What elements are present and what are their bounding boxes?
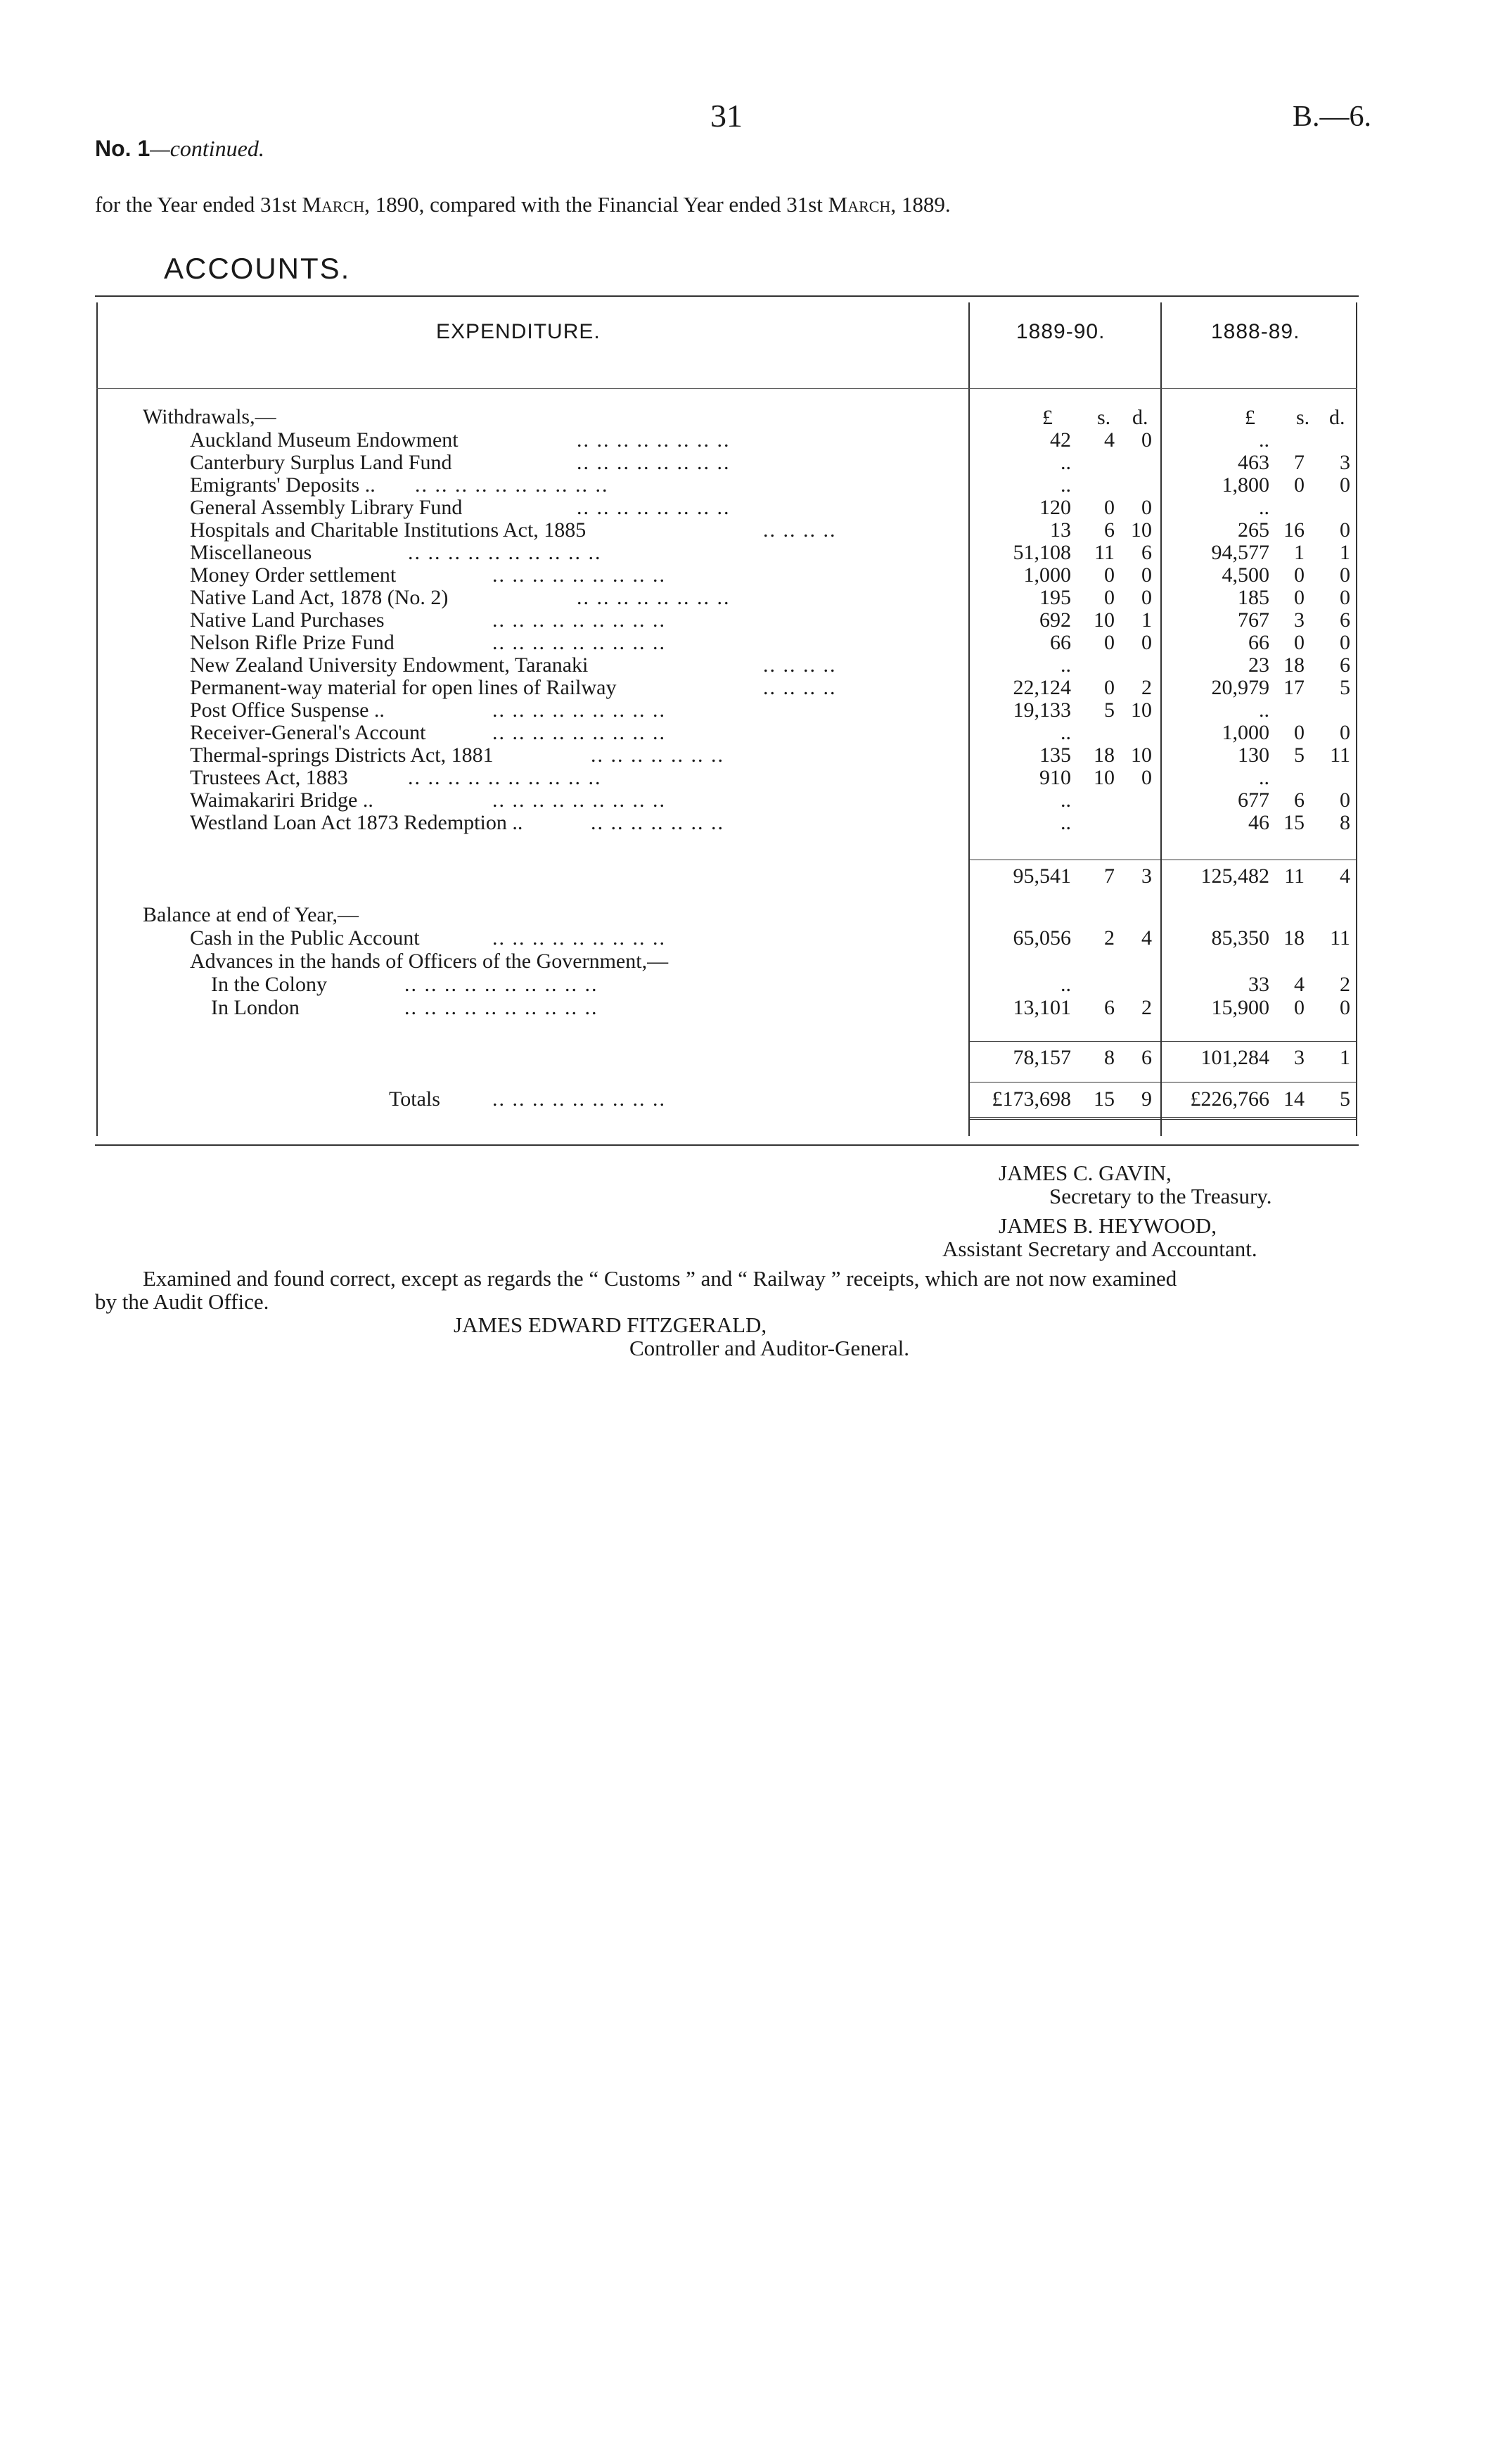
table-row-label: Waimakariri Bridge .. bbox=[190, 788, 373, 812]
column-heading-1889-90: 1889-90. bbox=[1016, 320, 1106, 343]
table-row-label: Trustees Act, 1883 bbox=[190, 766, 348, 789]
amount-pence-1889 bbox=[1118, 812, 1152, 834]
table-row bbox=[0, 744, 968, 767]
amount-shillings-1889: 5 bbox=[1104, 698, 1115, 722]
amount-pounds-1889: .. bbox=[1061, 973, 1071, 996]
amount-pence-1888: 11 bbox=[1330, 743, 1350, 767]
table-row-leader: .. .. .. .. .. .. .. bbox=[591, 743, 724, 767]
amount-pence-1888: 1 bbox=[1340, 541, 1350, 564]
withdrawals-heading: Withdrawals,— bbox=[143, 405, 276, 428]
table-row-leader: .. .. .. .. .. .. .. .. bbox=[577, 428, 731, 452]
amount-shillings-1889: 2 bbox=[1104, 926, 1115, 950]
amount-pence-1888: 5 bbox=[1340, 1087, 1350, 1111]
amount-pence-1889: 0 bbox=[1141, 631, 1152, 654]
amount-shillings-1889: 0 bbox=[1104, 631, 1115, 654]
subtitle-month-1: March bbox=[302, 192, 365, 217]
amount-shillings-1888: 3 bbox=[1294, 608, 1305, 632]
amount-pounds-1888: .. bbox=[1259, 698, 1269, 722]
amount-pence-1888: 0 bbox=[1340, 473, 1350, 497]
amount-pence-1889 bbox=[1118, 973, 1152, 996]
table-row-label: Auckland Museum Endowment bbox=[190, 428, 459, 452]
amount-pounds-1888: 265 bbox=[1238, 518, 1269, 542]
table-row-label: Miscellaneous bbox=[190, 541, 312, 564]
amount-pence-1889: 3 bbox=[1141, 864, 1152, 888]
amount-pounds-1889: 13,101 bbox=[1013, 996, 1071, 1019]
column-divider-1 bbox=[968, 302, 970, 1136]
amount-pounds-1889: 51,108 bbox=[1013, 541, 1071, 564]
table-row bbox=[0, 812, 968, 834]
gavin-name: JAMES C. GAVIN, bbox=[999, 1161, 1172, 1185]
colony-row-leader: .. .. .. .. .. .. .. .. .. .. bbox=[404, 973, 598, 996]
amount-pounds-1888: 1,000 bbox=[1222, 721, 1269, 744]
london-row-leader: .. .. .. .. .. .. .. .. .. .. bbox=[404, 996, 598, 1019]
table-row-label: Hospitals and Charitable Institutions Act, 1885 bbox=[190, 518, 587, 542]
amount-pounds-1889: 65,056 bbox=[1013, 926, 1071, 950]
amount-shillings-1888: 0 bbox=[1294, 631, 1305, 654]
table-row-leader: .. .. .. .. .. .. .. .. bbox=[577, 586, 731, 609]
amount-pence-1889: 0 bbox=[1141, 586, 1152, 609]
column-divider-2 bbox=[1160, 302, 1162, 1136]
amount-pence-1889: 9 bbox=[1141, 1087, 1152, 1111]
table-row bbox=[0, 789, 968, 812]
amount-shillings-1889: 15 bbox=[1094, 1087, 1115, 1111]
amount-pounds-1888: 46 bbox=[1248, 811, 1269, 834]
amount-pounds-1888: 94,577 bbox=[1211, 541, 1269, 564]
unit-pence-2: d. bbox=[1329, 406, 1345, 429]
amount-pence-1889 bbox=[1118, 474, 1152, 497]
table-row-leader: .. .. .. .. .. .. .. bbox=[591, 811, 724, 834]
table-row-leader: .. .. .. .. .. .. .. .. .. .. bbox=[408, 541, 602, 564]
amount-shillings-1888 bbox=[1273, 497, 1305, 519]
advances-heading-label: Advances in the hands of Officers of the Government,— bbox=[190, 950, 669, 973]
amount-pounds-1889: .. bbox=[1061, 788, 1071, 812]
amount-shillings-1888: 0 bbox=[1294, 996, 1305, 1019]
amount-pounds-1888: 66 bbox=[1248, 631, 1269, 654]
gavin-title: Secretary to the Treasury. bbox=[1049, 1184, 1272, 1208]
amount-pence-1889: 6 bbox=[1141, 541, 1152, 564]
accounts-title: ACCOUNTS. bbox=[164, 252, 351, 285]
amount-shillings-1888: 0 bbox=[1294, 586, 1305, 609]
amount-shillings-1889 bbox=[1076, 973, 1115, 996]
amount-shillings-1888: 17 bbox=[1283, 676, 1305, 699]
amount-shillings-1889 bbox=[1076, 812, 1115, 834]
table-row-label: Native Land Act, 1878 (No. 2) bbox=[190, 586, 449, 609]
table-row-label: Permanent-way material for open lines of Railway bbox=[190, 676, 617, 699]
amount-pounds-1889: 692 bbox=[1039, 608, 1071, 632]
table-row-leader: .. .. .. .. .. .. .. .. .. .. bbox=[415, 473, 609, 497]
table-row bbox=[0, 677, 968, 699]
table-row-label: Westland Loan Act 1873 Redemption .. bbox=[190, 811, 523, 834]
amount-pence-1889: 2 bbox=[1141, 676, 1152, 699]
table-row-leader: .. .. .. .. .. .. .. .. bbox=[577, 496, 731, 519]
amount-pounds-1888: 85,350 bbox=[1211, 926, 1269, 950]
subtitle-end: , 1889. bbox=[890, 192, 951, 217]
table-row-label: Canterbury Surplus Land Fund bbox=[190, 451, 452, 474]
table-row-label: General Assembly Library Fund bbox=[190, 496, 463, 519]
amount-pence-1888: 2 bbox=[1340, 973, 1350, 996]
amount-pence-1888: 0 bbox=[1340, 631, 1350, 654]
unit-pounds-2: £ bbox=[1245, 406, 1255, 429]
amount-shillings-1889: 10 bbox=[1094, 608, 1115, 632]
table-row bbox=[0, 564, 968, 587]
table-row bbox=[0, 654, 968, 677]
amount-pence-1889: 10 bbox=[1131, 698, 1152, 722]
amount-shillings-1888: 15 bbox=[1283, 811, 1305, 834]
amount-shillings-1889: 0 bbox=[1104, 676, 1115, 699]
totals-rule-bottom bbox=[968, 1117, 1356, 1120]
amount-shillings-1888: 16 bbox=[1283, 518, 1305, 542]
amount-shillings-1889: 4 bbox=[1104, 428, 1115, 452]
continuation-label bbox=[95, 136, 264, 162]
table-row-label: Thermal-springs Districts Act, 1881 bbox=[190, 743, 494, 767]
amount-pence-1888: 6 bbox=[1340, 608, 1350, 632]
unit-shillings-2: s. bbox=[1296, 406, 1310, 429]
table-row-leader: .. .. .. .. bbox=[763, 676, 837, 699]
audit-statement-line2: by the Audit Office. bbox=[95, 1289, 269, 1314]
amount-pounds-1888: 463 bbox=[1238, 451, 1269, 474]
amount-shillings-1889: 0 bbox=[1104, 496, 1115, 519]
amount-pounds-1888: .. bbox=[1259, 766, 1269, 789]
amount-pounds-1888: 4,500 bbox=[1222, 563, 1269, 587]
audit-statement-line1: Examined and found correct, except as regards the “ Customs ” and “ Railway ” receipts, which are not now examined bbox=[143, 1266, 1177, 1291]
table-row-leader: .. .. .. .. .. .. .. .. .. bbox=[492, 721, 666, 744]
amount-pounds-1888: 130 bbox=[1238, 743, 1269, 767]
cash-row bbox=[0, 927, 968, 950]
amount-pence-1889: 2 bbox=[1141, 996, 1152, 1019]
table-row-leader: .. .. .. .. .. .. .. .. .. bbox=[492, 608, 666, 632]
table-row bbox=[0, 609, 968, 632]
table-row-leader: .. .. .. .. bbox=[763, 518, 837, 542]
expenditure-heading: EXPENDITURE. bbox=[436, 320, 601, 343]
amount-pounds-1889: 22,124 bbox=[1013, 676, 1071, 699]
unit-pence-1: d. bbox=[1132, 406, 1148, 429]
continued-text: —continued. bbox=[150, 136, 264, 161]
table-row bbox=[0, 542, 968, 564]
table-row bbox=[0, 699, 968, 722]
table-row-label: Nelson Rifle Prize Fund bbox=[190, 631, 395, 654]
amount-pence-1889 bbox=[1118, 654, 1152, 677]
amount-shillings-1889: 0 bbox=[1104, 586, 1115, 609]
amount-shillings-1889: 11 bbox=[1094, 541, 1115, 564]
table-row bbox=[0, 767, 968, 789]
amount-pounds-1888: 677 bbox=[1238, 788, 1269, 812]
amount-pence-1888 bbox=[1308, 429, 1350, 452]
table-row-leader: .. .. .. .. .. .. .. .. .. bbox=[492, 631, 666, 654]
amount-shillings-1889: 10 bbox=[1094, 766, 1115, 789]
amount-pounds-1889: 95,541 bbox=[1013, 864, 1071, 888]
amount-pence-1888 bbox=[1308, 699, 1350, 722]
amount-pence-1889: 10 bbox=[1131, 743, 1152, 767]
subtitle-prefix: for the Year ended 31st bbox=[95, 192, 302, 217]
amount-pence-1888: 0 bbox=[1340, 518, 1350, 542]
fitzgerald-title: Controller and Auditor-General. bbox=[629, 1336, 909, 1360]
amount-pounds-1888: £226,766 bbox=[1190, 1087, 1269, 1111]
table-row-leader: .. .. .. .. .. .. .. .. .. .. bbox=[408, 766, 602, 789]
amount-pounds-1889: 195 bbox=[1039, 586, 1071, 609]
amount-pounds-1889: .. bbox=[1061, 473, 1071, 497]
amount-pounds-1889: 13 bbox=[1050, 518, 1071, 542]
table-number: No. 1 bbox=[95, 136, 150, 161]
table-row bbox=[0, 632, 968, 654]
table-row-leader: .. .. .. .. bbox=[763, 653, 837, 677]
amount-pence-1889: 1 bbox=[1141, 608, 1152, 632]
fitzgerald-name: JAMES EDWARD FITZGERALD, bbox=[454, 1312, 767, 1337]
heywood-name: JAMES B. HEYWOOD, bbox=[999, 1213, 1217, 1238]
table-row-leader: .. .. .. .. .. .. .. .. .. bbox=[492, 698, 666, 722]
totals-row-label: Totals bbox=[389, 1087, 440, 1111]
totals-row-leader: .. .. .. .. .. .. .. .. .. bbox=[492, 1087, 666, 1111]
amount-shillings-1888: 0 bbox=[1294, 473, 1305, 497]
amount-shillings-1888 bbox=[1273, 429, 1305, 452]
amount-pounds-1889: 910 bbox=[1039, 766, 1071, 789]
amount-shillings-1889 bbox=[1076, 474, 1115, 497]
table-row bbox=[0, 722, 968, 744]
amount-pounds-1889: 1,000 bbox=[1023, 563, 1071, 587]
amount-shillings-1889: 7 bbox=[1104, 864, 1115, 888]
amount-pence-1888: 8 bbox=[1340, 811, 1350, 834]
table-right-border bbox=[1356, 302, 1357, 1136]
amount-pence-1888 bbox=[1308, 767, 1350, 789]
amount-pence-1888 bbox=[1308, 497, 1350, 519]
amount-shillings-1888: 6 bbox=[1294, 788, 1305, 812]
amount-pounds-1888: 767 bbox=[1238, 608, 1269, 632]
amount-shillings-1888: 3 bbox=[1294, 1046, 1305, 1069]
amount-pence-1888: 1 bbox=[1340, 1046, 1350, 1069]
amount-shillings-1889 bbox=[1076, 789, 1115, 812]
header-divider bbox=[96, 388, 1357, 389]
totals-row bbox=[0, 1088, 968, 1111]
amount-shillings-1889: 18 bbox=[1094, 743, 1115, 767]
amount-pounds-1888: 15,900 bbox=[1211, 996, 1269, 1019]
table-row-leader: .. .. .. .. .. .. .. .. bbox=[577, 451, 731, 474]
amount-shillings-1888 bbox=[1273, 699, 1305, 722]
column-heading-1888-89: 1888-89. bbox=[1211, 320, 1300, 343]
amount-shillings-1888: 5 bbox=[1294, 743, 1305, 767]
heywood-title: Assistant Secretary and Accountant. bbox=[942, 1237, 1257, 1261]
amount-pence-1889: 0 bbox=[1141, 563, 1152, 587]
table-row-label: Post Office Suspense .. bbox=[190, 698, 385, 722]
amount-pence-1888: 0 bbox=[1340, 586, 1350, 609]
table-row bbox=[0, 497, 968, 519]
amount-pence-1888: 11 bbox=[1330, 926, 1350, 950]
amount-pounds-1889: £173,698 bbox=[992, 1087, 1071, 1111]
table-row-label: Native Land Purchases bbox=[190, 608, 385, 632]
balance-heading bbox=[0, 904, 968, 926]
unit-pounds-1: £ bbox=[1042, 406, 1053, 429]
amount-pence-1889: 6 bbox=[1141, 1046, 1152, 1069]
balance-heading-label: Balance at end of Year,— bbox=[143, 903, 359, 926]
amount-pence-1888: 0 bbox=[1340, 788, 1350, 812]
amount-shillings-1888: 18 bbox=[1283, 926, 1305, 950]
amount-pounds-1889: 42 bbox=[1050, 428, 1071, 452]
amount-pence-1888: 5 bbox=[1340, 676, 1350, 699]
advances-heading bbox=[0, 950, 968, 973]
table-row bbox=[0, 519, 968, 542]
amount-pounds-1888: 125,482 bbox=[1200, 864, 1269, 888]
subtitle bbox=[95, 192, 951, 217]
amount-shillings-1889 bbox=[1076, 654, 1115, 677]
amount-pence-1889: 10 bbox=[1131, 518, 1152, 542]
amount-pounds-1889: .. bbox=[1061, 721, 1071, 744]
amount-pence-1888: 3 bbox=[1340, 451, 1350, 474]
colony-row-label: In the Colony bbox=[211, 973, 327, 996]
subtotal-rule-2 bbox=[968, 1041, 1356, 1042]
table-row bbox=[0, 474, 968, 497]
amount-pounds-1889: 78,157 bbox=[1013, 1046, 1071, 1069]
amount-pounds-1889: .. bbox=[1061, 811, 1071, 834]
amount-pence-1888: 0 bbox=[1340, 721, 1350, 744]
amount-shillings-1888: 0 bbox=[1294, 563, 1305, 587]
amount-pounds-1889: 135 bbox=[1039, 743, 1071, 767]
amount-shillings-1889 bbox=[1076, 452, 1115, 474]
subtitle-month-2: March bbox=[828, 192, 891, 217]
amount-pence-1889: 4 bbox=[1141, 926, 1152, 950]
amount-pence-1889: 0 bbox=[1141, 766, 1152, 789]
london-row bbox=[0, 997, 968, 1019]
amount-shillings-1889 bbox=[1076, 722, 1115, 744]
amount-shillings-1889: 6 bbox=[1104, 996, 1115, 1019]
amount-pence-1888: 6 bbox=[1340, 653, 1350, 677]
amount-pence-1889 bbox=[1118, 452, 1152, 474]
colony-row bbox=[0, 973, 968, 996]
unit-shillings-1: s. bbox=[1097, 406, 1111, 429]
amount-pounds-1888: .. bbox=[1259, 496, 1269, 519]
amount-pounds-1889: .. bbox=[1061, 451, 1071, 474]
amount-shillings-1888: 4 bbox=[1294, 973, 1305, 996]
subtitle-mid: , 1890, compared with the Financial Year ended 31st bbox=[364, 192, 828, 217]
amount-pence-1888: 4 bbox=[1340, 864, 1350, 888]
amount-shillings-1889: 8 bbox=[1104, 1046, 1115, 1069]
amount-shillings-1888: 18 bbox=[1283, 653, 1305, 677]
cash-row-label: Cash in the Public Account bbox=[190, 926, 420, 950]
amount-pounds-1889: 66 bbox=[1050, 631, 1071, 654]
table-row bbox=[0, 429, 968, 452]
table-row-leader: .. .. .. .. .. .. .. .. .. bbox=[492, 563, 666, 587]
amount-shillings-1889: 0 bbox=[1104, 563, 1115, 587]
amount-pence-1889: 0 bbox=[1141, 496, 1152, 519]
amount-shillings-1888: 11 bbox=[1284, 864, 1305, 888]
amount-pounds-1888: 185 bbox=[1238, 586, 1269, 609]
amount-pence-1889 bbox=[1118, 722, 1152, 744]
amount-shillings-1888: 14 bbox=[1283, 1087, 1305, 1111]
table-row bbox=[0, 587, 968, 609]
amount-pounds-1888: 33 bbox=[1248, 973, 1269, 996]
amount-shillings-1889: 6 bbox=[1104, 518, 1115, 542]
amount-pounds-1888: 1,800 bbox=[1222, 473, 1269, 497]
amount-shillings-1888: 1 bbox=[1294, 541, 1305, 564]
amount-pounds-1888: 20,979 bbox=[1211, 676, 1269, 699]
london-row-label: In London bbox=[211, 996, 300, 1019]
amount-pence-1888: 0 bbox=[1340, 996, 1350, 1019]
amount-pounds-1889: 120 bbox=[1039, 496, 1071, 519]
amount-pounds-1888: 23 bbox=[1248, 653, 1269, 677]
table-row bbox=[0, 452, 968, 474]
amount-shillings-1888 bbox=[1273, 767, 1305, 789]
table-row-label: Receiver-General's Account bbox=[190, 721, 426, 744]
amount-pounds-1888: 101,284 bbox=[1200, 1046, 1269, 1069]
amount-shillings-1888: 7 bbox=[1294, 451, 1305, 474]
table-row-label: Emigrants' Deposits .. bbox=[190, 473, 376, 497]
amount-pence-1889: 0 bbox=[1141, 428, 1152, 452]
amount-pence-1889 bbox=[1118, 789, 1152, 812]
amount-pounds-1889: 19,133 bbox=[1013, 698, 1071, 722]
amount-shillings-1888: 0 bbox=[1294, 721, 1305, 744]
table-row-leader: .. .. .. .. .. .. .. .. .. bbox=[492, 788, 666, 812]
table-row-label: Money Order settlement bbox=[190, 563, 397, 587]
amount-pounds-1888: .. bbox=[1259, 428, 1269, 452]
page-number: 31 bbox=[710, 98, 743, 134]
amount-pence-1888: 0 bbox=[1340, 563, 1350, 587]
amount-pounds-1889: .. bbox=[1061, 653, 1071, 677]
document-code: B.—6. bbox=[1292, 101, 1371, 133]
cash-row-leader: .. .. .. .. .. .. .. .. .. bbox=[492, 926, 666, 950]
table-row-label: New Zealand University Endowment, Taranaki bbox=[190, 653, 589, 677]
